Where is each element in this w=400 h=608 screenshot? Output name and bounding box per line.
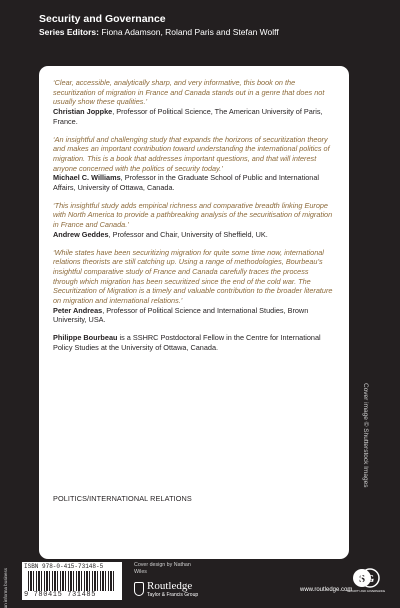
author-name: Philippe Bourbeau: [53, 333, 118, 343]
publisher-logo: [134, 580, 198, 598]
author-bio-text: is a SSHRC Postdoctoral Fellow in the Centre for International Policy Studies at the University of Ottawa, Canada.: [53, 333, 321, 352]
endorsement-attribution: [53, 306, 335, 325]
publisher-url: www.routledge.com: [300, 587, 353, 593]
image-credit: Cover image © Shutterstock Images: [362, 383, 369, 488]
publisher-group: Taylor & Francis Group: [147, 591, 199, 598]
isbn-label: ISBN 978-0-415-73148-5: [24, 563, 104, 570]
endorser-name: Andrew Geddes: [53, 229, 109, 239]
endorsement: [53, 201, 335, 240]
series-logo-text: SECURITY AND GOVERNANCE: [346, 590, 386, 593]
endorsement: [53, 78, 335, 127]
subject-category: POLITICS/INTERNATIONAL RELATIONS: [53, 494, 192, 503]
series-title: Security and Governance: [39, 13, 166, 25]
endorser-name: Peter Andreas: [53, 305, 103, 315]
barcode: [22, 562, 122, 600]
endorsement-attribution: [53, 230, 335, 240]
endorser-affiliation: , Professor in the Graduate School of Public and International Affairs, University of Ottawa, Canada.: [53, 173, 320, 193]
svg-text:S: S: [358, 573, 366, 585]
series-header: [39, 12, 379, 39]
endorsement: [53, 135, 335, 193]
series-editors-names: Fiona Adamson, Roland Paris and Stefan Wolff: [101, 27, 279, 37]
barcode-number: 9 780415 731485: [24, 591, 97, 599]
series-editors: [39, 26, 379, 39]
endorser-affiliation: , Professor and Chair, University of Sheffield, UK.: [108, 229, 268, 239]
endorsement-quote: ‘An insightful and challenging study that expands the horizons of securitization theory and makes an important contribution toward understanding the international politics of migration. This is a book that addresses important questions, and that will interest anyone concerned with the politics of security today.’: [53, 134, 330, 173]
endorsement-quote: ‘This insightful study adds empirical richness and comparative breadth linking Europe with North America to provide a pathbreaking analysis of the securitisation of migration in France and Canada.’: [53, 200, 333, 230]
endorsement-attribution: [53, 173, 335, 192]
svg-text:G: G: [365, 573, 375, 585]
endorsement-quote: ‘While states have been securitizing migration for quite some time now, international relations theorists are still catching up. Using a range of methodologies, Bourbeau’s insightful comparative study of France and Canada carefully traces the process through which migration has been securitized since the end of the cold war. The Securitization of Migration is a timely and valuable contribution to the broader literature on migration and international relations.’: [53, 247, 333, 306]
publisher-name: Routledge: [147, 579, 193, 592]
endorsements-panel: [39, 66, 349, 559]
endorsement-quote: ‘Clear, accessible, analytically sharp, and very informative, this book on the securitization of migration in France and Canada stands out in a genre that does not usually show these qualities.’: [53, 78, 325, 107]
barcode-side-text: an informa business: [3, 568, 8, 608]
author-bio: [53, 333, 335, 352]
series-editors-label: Series Editors:: [39, 27, 99, 37]
cover-design-credit: Cover design by Nathan Wiles: [134, 562, 191, 575]
series-logo-icon: [346, 566, 386, 594]
endorsement: [53, 248, 335, 326]
endorser-name: Christian Joppke: [53, 107, 113, 117]
endorsement-attribution: [53, 107, 335, 126]
barcode-bars: [28, 571, 116, 591]
endorser-affiliation: , Professor of Political Science and International Studies, Brown University, USA.: [53, 305, 309, 325]
endorser-affiliation: , Professor of Political Science, The American University of Paris, France.: [53, 107, 323, 126]
routledge-shield-icon: [134, 582, 144, 596]
endorser-name: Michael C. Williams: [53, 173, 121, 183]
